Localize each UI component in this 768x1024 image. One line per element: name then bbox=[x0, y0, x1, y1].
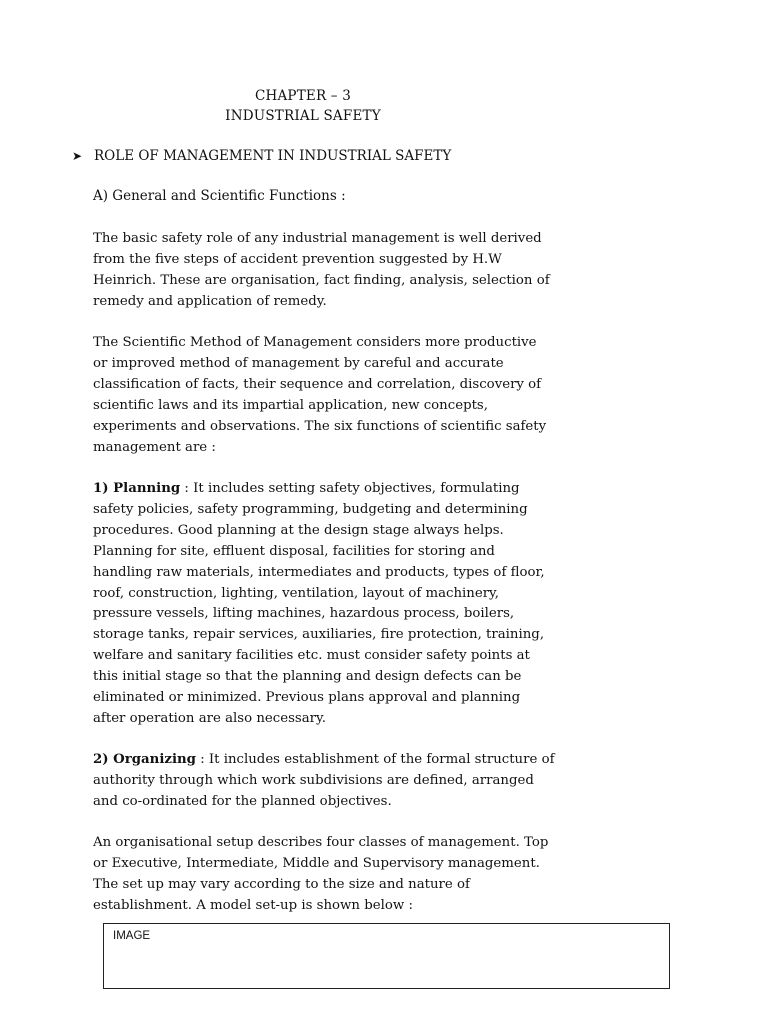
text-line: from the five steps of accident prevention suggested by H.W bbox=[93, 251, 502, 267]
text-line: welfare and sanitary facilities etc. must consider safety points at bbox=[93, 648, 530, 664]
text-line: establishment. A model set-up is shown below : bbox=[93, 897, 413, 913]
text-line: eliminated or minimized. Previous plans approval and planning bbox=[93, 690, 521, 706]
text-line: authority through which work subdivisions are defined, arranged bbox=[93, 772, 534, 788]
paragraph-organizing bbox=[93, 750, 563, 813]
text-line bbox=[93, 750, 563, 771]
paragraph-scientific-method bbox=[93, 333, 563, 458]
text-line: classification of facts, their sequence and correlation, discovery of bbox=[93, 376, 542, 392]
text-line: The Scientific Method of Management considers more productive bbox=[93, 335, 537, 350]
organizing-label: 2) Organizing bbox=[93, 752, 196, 767]
chapter-number: CHAPTER – 3 bbox=[254, 88, 352, 104]
text-line: handling raw materials, intermediates and products, types of floor, bbox=[93, 564, 545, 580]
text-line: An organisational setup describes four classes of management. Top bbox=[93, 835, 549, 850]
image-placeholder-box bbox=[103, 923, 670, 989]
section-heading bbox=[72, 148, 451, 164]
text-line: procedures. Good planning at the design stage always helps. bbox=[93, 522, 504, 538]
text-line: after operation are also necessary. bbox=[93, 710, 326, 726]
planning-first-line: : It includes setting safety objectives, formulating bbox=[180, 481, 520, 496]
text-line: management are : bbox=[93, 439, 216, 455]
text-line: safety policies, safety programming, budgeting and determining bbox=[93, 501, 528, 517]
planning-label: 1) Planning bbox=[93, 481, 181, 496]
text-line: scientific laws and its impartial application, new concepts, bbox=[93, 397, 488, 413]
text-line: roof, construction, lighting, ventilation, layout of machinery, bbox=[93, 585, 500, 601]
text-line: or Executive, Intermediate, Middle and Supervisory management. bbox=[93, 855, 540, 871]
organizing-first-line: : It includes establishment of the formal structure of bbox=[195, 752, 555, 767]
text-line: Planning for site, effluent disposal, facilities for storing and bbox=[93, 543, 495, 559]
text-line: The basic safety role of any industrial management is well derived bbox=[93, 231, 542, 246]
text-line: pressure vessels, lifting machines, hazardous process, boilers, bbox=[93, 606, 515, 622]
text-line bbox=[93, 479, 563, 500]
text-line: or improved method of management by careful and accurate bbox=[93, 355, 504, 371]
text-line: remedy and application of remedy. bbox=[93, 293, 327, 309]
paragraph-organisational-setup bbox=[93, 833, 563, 917]
text-line: Heinrich. These are organisation, fact finding, analysis, selection of bbox=[93, 272, 550, 288]
arrowhead-bullet-icon: ➤ bbox=[72, 149, 83, 163]
text-line: experiments and observations. The six functions of scientific safety bbox=[93, 418, 547, 434]
paragraph-heinrich bbox=[93, 229, 563, 313]
text-line: this initial stage so that the planning and design defects can be bbox=[93, 669, 522, 685]
section-heading-text: ROLE OF MANAGEMENT IN INDUSTRIAL SAFETY bbox=[94, 148, 452, 164]
chapter-title: INDUSTRIAL SAFETY bbox=[225, 108, 381, 124]
image-placeholder-label: IMAGE bbox=[113, 930, 151, 942]
paragraph-planning bbox=[93, 479, 563, 730]
subheading: A) General and Scientific Functions : bbox=[93, 188, 346, 204]
text-line: and co-ordinated for the planned objectives. bbox=[93, 793, 392, 809]
text-line: storage tanks, repair services, auxiliaries, fire protection, training, bbox=[93, 627, 545, 643]
text-line: The set up may vary according to the size and nature of bbox=[93, 876, 470, 892]
